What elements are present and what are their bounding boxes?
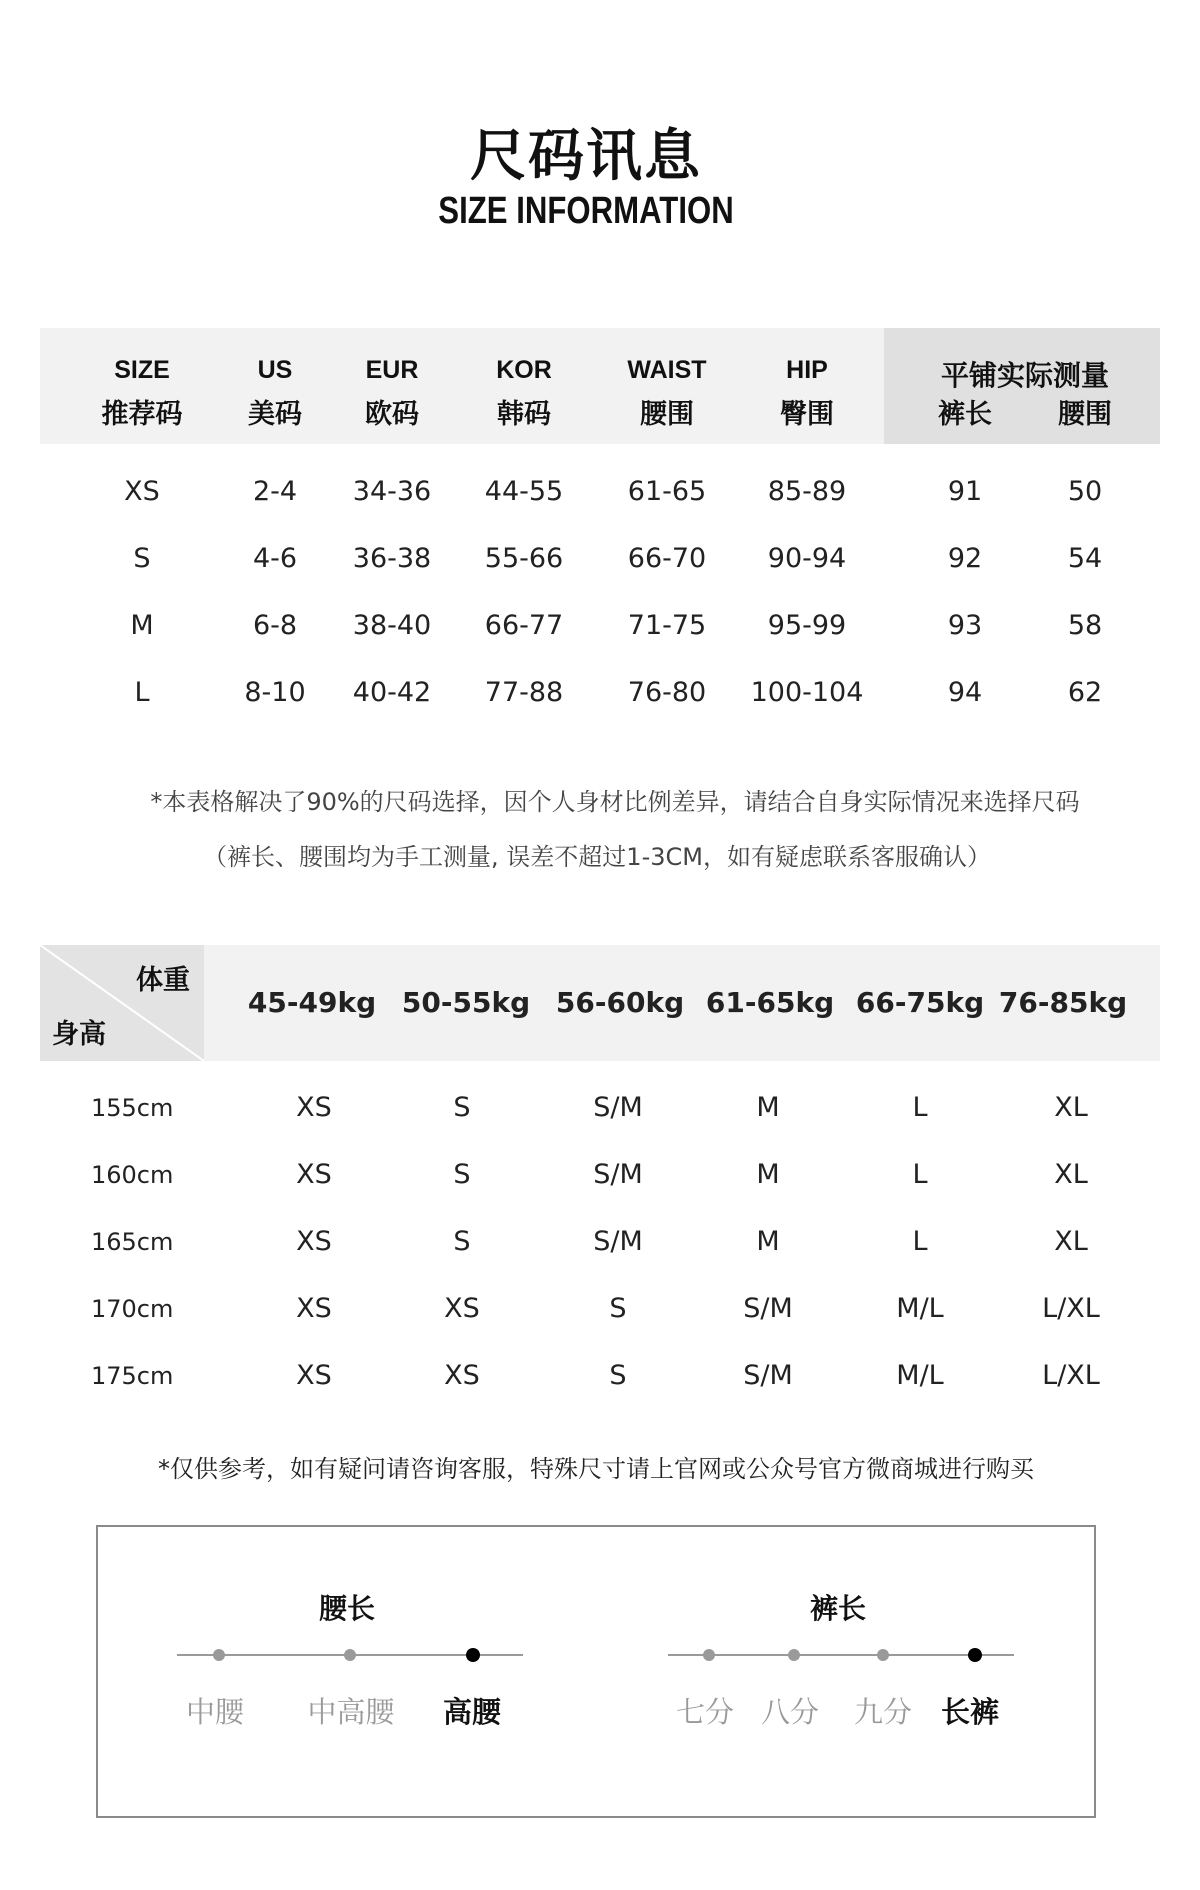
height-label: 165cm: [91, 1228, 174, 1256]
length-option-full-selected: 长裤: [940, 1695, 1000, 1729]
size-cell: 94: [947, 677, 983, 708]
size-cell: 93: [947, 610, 983, 641]
fit-size-cell: S/M: [593, 1159, 643, 1190]
height-label: 155cm: [91, 1094, 174, 1122]
weight-header: 66-75kg: [855, 986, 985, 1019]
header-eur-en: EUR: [365, 356, 419, 384]
weight-header: 76-85kg: [998, 986, 1128, 1019]
header-waist-cn: 腰围: [640, 399, 694, 430]
waist-section-title: 腰长: [318, 1592, 376, 1625]
header-flat-measure: 平铺实际测量: [940, 359, 1110, 392]
header-flat-waist: 腰围: [1058, 399, 1112, 430]
header-kor-en: KOR: [496, 356, 552, 384]
fit-size-cell: S: [609, 1293, 627, 1324]
length-dot-full-selected: [968, 1648, 982, 1662]
size-cell: 62: [1067, 677, 1103, 708]
waist-option-high-selected: 高腰: [442, 1695, 502, 1729]
fit-size-cell: S/M: [593, 1226, 643, 1257]
size-cell: 4-6: [252, 543, 298, 574]
waist-dot-high-selected: [466, 1648, 480, 1662]
header-size-en: SIZE: [114, 356, 170, 384]
page-title: 尺码讯息: [470, 124, 702, 189]
header-hip-cn: 臀围: [780, 399, 834, 430]
waist-dot-mid: [213, 1649, 225, 1661]
fit-size-cell: S: [453, 1226, 471, 1257]
size-note-1: *本表格解决了90%的尺码选择，因个人身材比例差异，请结合自身实际情况来选择尺码: [150, 788, 1080, 816]
fit-size-cell: XS: [296, 1092, 332, 1123]
size-cell: 54: [1067, 543, 1103, 574]
waist-dot-mid-high: [344, 1649, 356, 1661]
header-eur-cn: 欧码: [365, 399, 419, 430]
fit-size-cell: L: [912, 1226, 928, 1257]
fit-size-cell: L/XL: [1042, 1360, 1100, 1391]
header-flat-length: 裤长: [938, 399, 992, 430]
weight-header: 45-49kg: [247, 986, 377, 1019]
height-label: 170cm: [91, 1295, 174, 1323]
fit-size-cell: L/XL: [1042, 1293, 1100, 1324]
size-cell: 38-40: [352, 610, 432, 641]
fit-size-cell: XS: [296, 1226, 332, 1257]
fit-size-cell: S/M: [593, 1092, 643, 1123]
size-cell: 34-36: [352, 476, 432, 507]
size-cell: M: [130, 610, 154, 641]
fit-size-cell: S: [609, 1360, 627, 1391]
size-cell: 55-66: [484, 543, 564, 574]
fit-size-cell: XS: [296, 1159, 332, 1190]
size-cell: S: [133, 543, 151, 574]
length-dot-seventh: [703, 1649, 715, 1661]
height-label: 160cm: [91, 1161, 174, 1189]
height-label: 175cm: [91, 1362, 174, 1390]
fit-size-cell: XL: [1054, 1159, 1088, 1190]
size-cell: 6-8: [252, 610, 298, 641]
size-cell: XS: [124, 476, 160, 507]
weight-header: 61-65kg: [705, 986, 835, 1019]
size-cell: 50: [1067, 476, 1103, 507]
length-option-ninth: 九分: [853, 1695, 913, 1729]
corner-weight-label: 体重: [136, 965, 190, 996]
fit-size-cell: M: [756, 1159, 780, 1190]
size-cell: 76-80: [627, 677, 707, 708]
fit-size-cell: S/M: [743, 1360, 793, 1391]
size-cell: 91: [947, 476, 983, 507]
weight-header: 50-55kg: [401, 986, 531, 1019]
size-cell: 36-38: [352, 543, 432, 574]
size-cell: 66-70: [627, 543, 707, 574]
size-cell: 8-10: [244, 677, 306, 708]
fit-note: *仅供参考，如有疑问请咨询客服，特殊尺寸请上官网或公众号官方微商城进行购买: [158, 1455, 1034, 1483]
weight-header: 56-60kg: [555, 986, 685, 1019]
fit-size-cell: L: [912, 1159, 928, 1190]
fit-size-cell: XL: [1054, 1092, 1088, 1123]
corner-height-label: 身高: [52, 1019, 106, 1050]
fit-size-cell: XS: [444, 1360, 480, 1391]
header-waist-en: WAIST: [627, 356, 707, 384]
fit-size-cell: M: [756, 1092, 780, 1123]
fit-size-cell: XS: [296, 1360, 332, 1391]
size-note-2: （裤长、腰围均为手工测量, 误差不超过1-3CM，如有疑虑联系客服确认）: [203, 843, 991, 871]
length-dot-ninth: [877, 1649, 889, 1661]
fit-size-cell: M/L: [896, 1293, 944, 1324]
waist-option-mid: 中腰: [185, 1695, 245, 1729]
size-cell: 85-89: [767, 476, 847, 507]
fit-size-cell: S: [453, 1092, 471, 1123]
header-size-cn: 推荐码: [101, 399, 183, 430]
fit-size-cell: S/M: [743, 1293, 793, 1324]
fit-size-cell: XS: [296, 1293, 332, 1324]
page-subtitle: SIZE INFORMATION: [438, 190, 734, 232]
length-section-title: 裤长: [809, 1592, 867, 1625]
size-cell: 66-77: [484, 610, 564, 641]
size-cell: 58: [1067, 610, 1103, 641]
size-cell: 40-42: [352, 677, 432, 708]
size-cell: L: [134, 677, 150, 708]
size-cell: 61-65: [627, 476, 707, 507]
style-guide-box: [96, 1525, 1096, 1818]
header-us-en: US: [257, 356, 293, 384]
fit-size-cell: M/L: [896, 1360, 944, 1391]
waist-option-mid-high: 中高腰: [307, 1695, 395, 1729]
size-cell: 100-104: [750, 677, 864, 708]
length-option-eighth: 八分: [760, 1695, 820, 1729]
fit-size-cell: XL: [1054, 1226, 1088, 1257]
fit-size-cell: XS: [444, 1293, 480, 1324]
fit-size-cell: S: [453, 1159, 471, 1190]
size-cell: 2-4: [252, 476, 298, 507]
length-scale-line: [668, 1654, 1014, 1656]
fit-size-cell: L: [912, 1092, 928, 1123]
size-cell: 90-94: [767, 543, 847, 574]
fit-size-cell: M: [756, 1226, 780, 1257]
header-hip-en: HIP: [786, 356, 828, 384]
size-cell: 77-88: [484, 677, 564, 708]
size-cell: 44-55: [484, 476, 564, 507]
size-cell: 92: [947, 543, 983, 574]
size-cell: 71-75: [627, 610, 707, 641]
length-dot-eighth: [788, 1649, 800, 1661]
header-kor-cn: 韩码: [497, 399, 551, 430]
header-us-cn: 美码: [248, 399, 302, 430]
size-cell: 95-99: [767, 610, 847, 641]
length-option-seventh: 七分: [675, 1695, 735, 1729]
